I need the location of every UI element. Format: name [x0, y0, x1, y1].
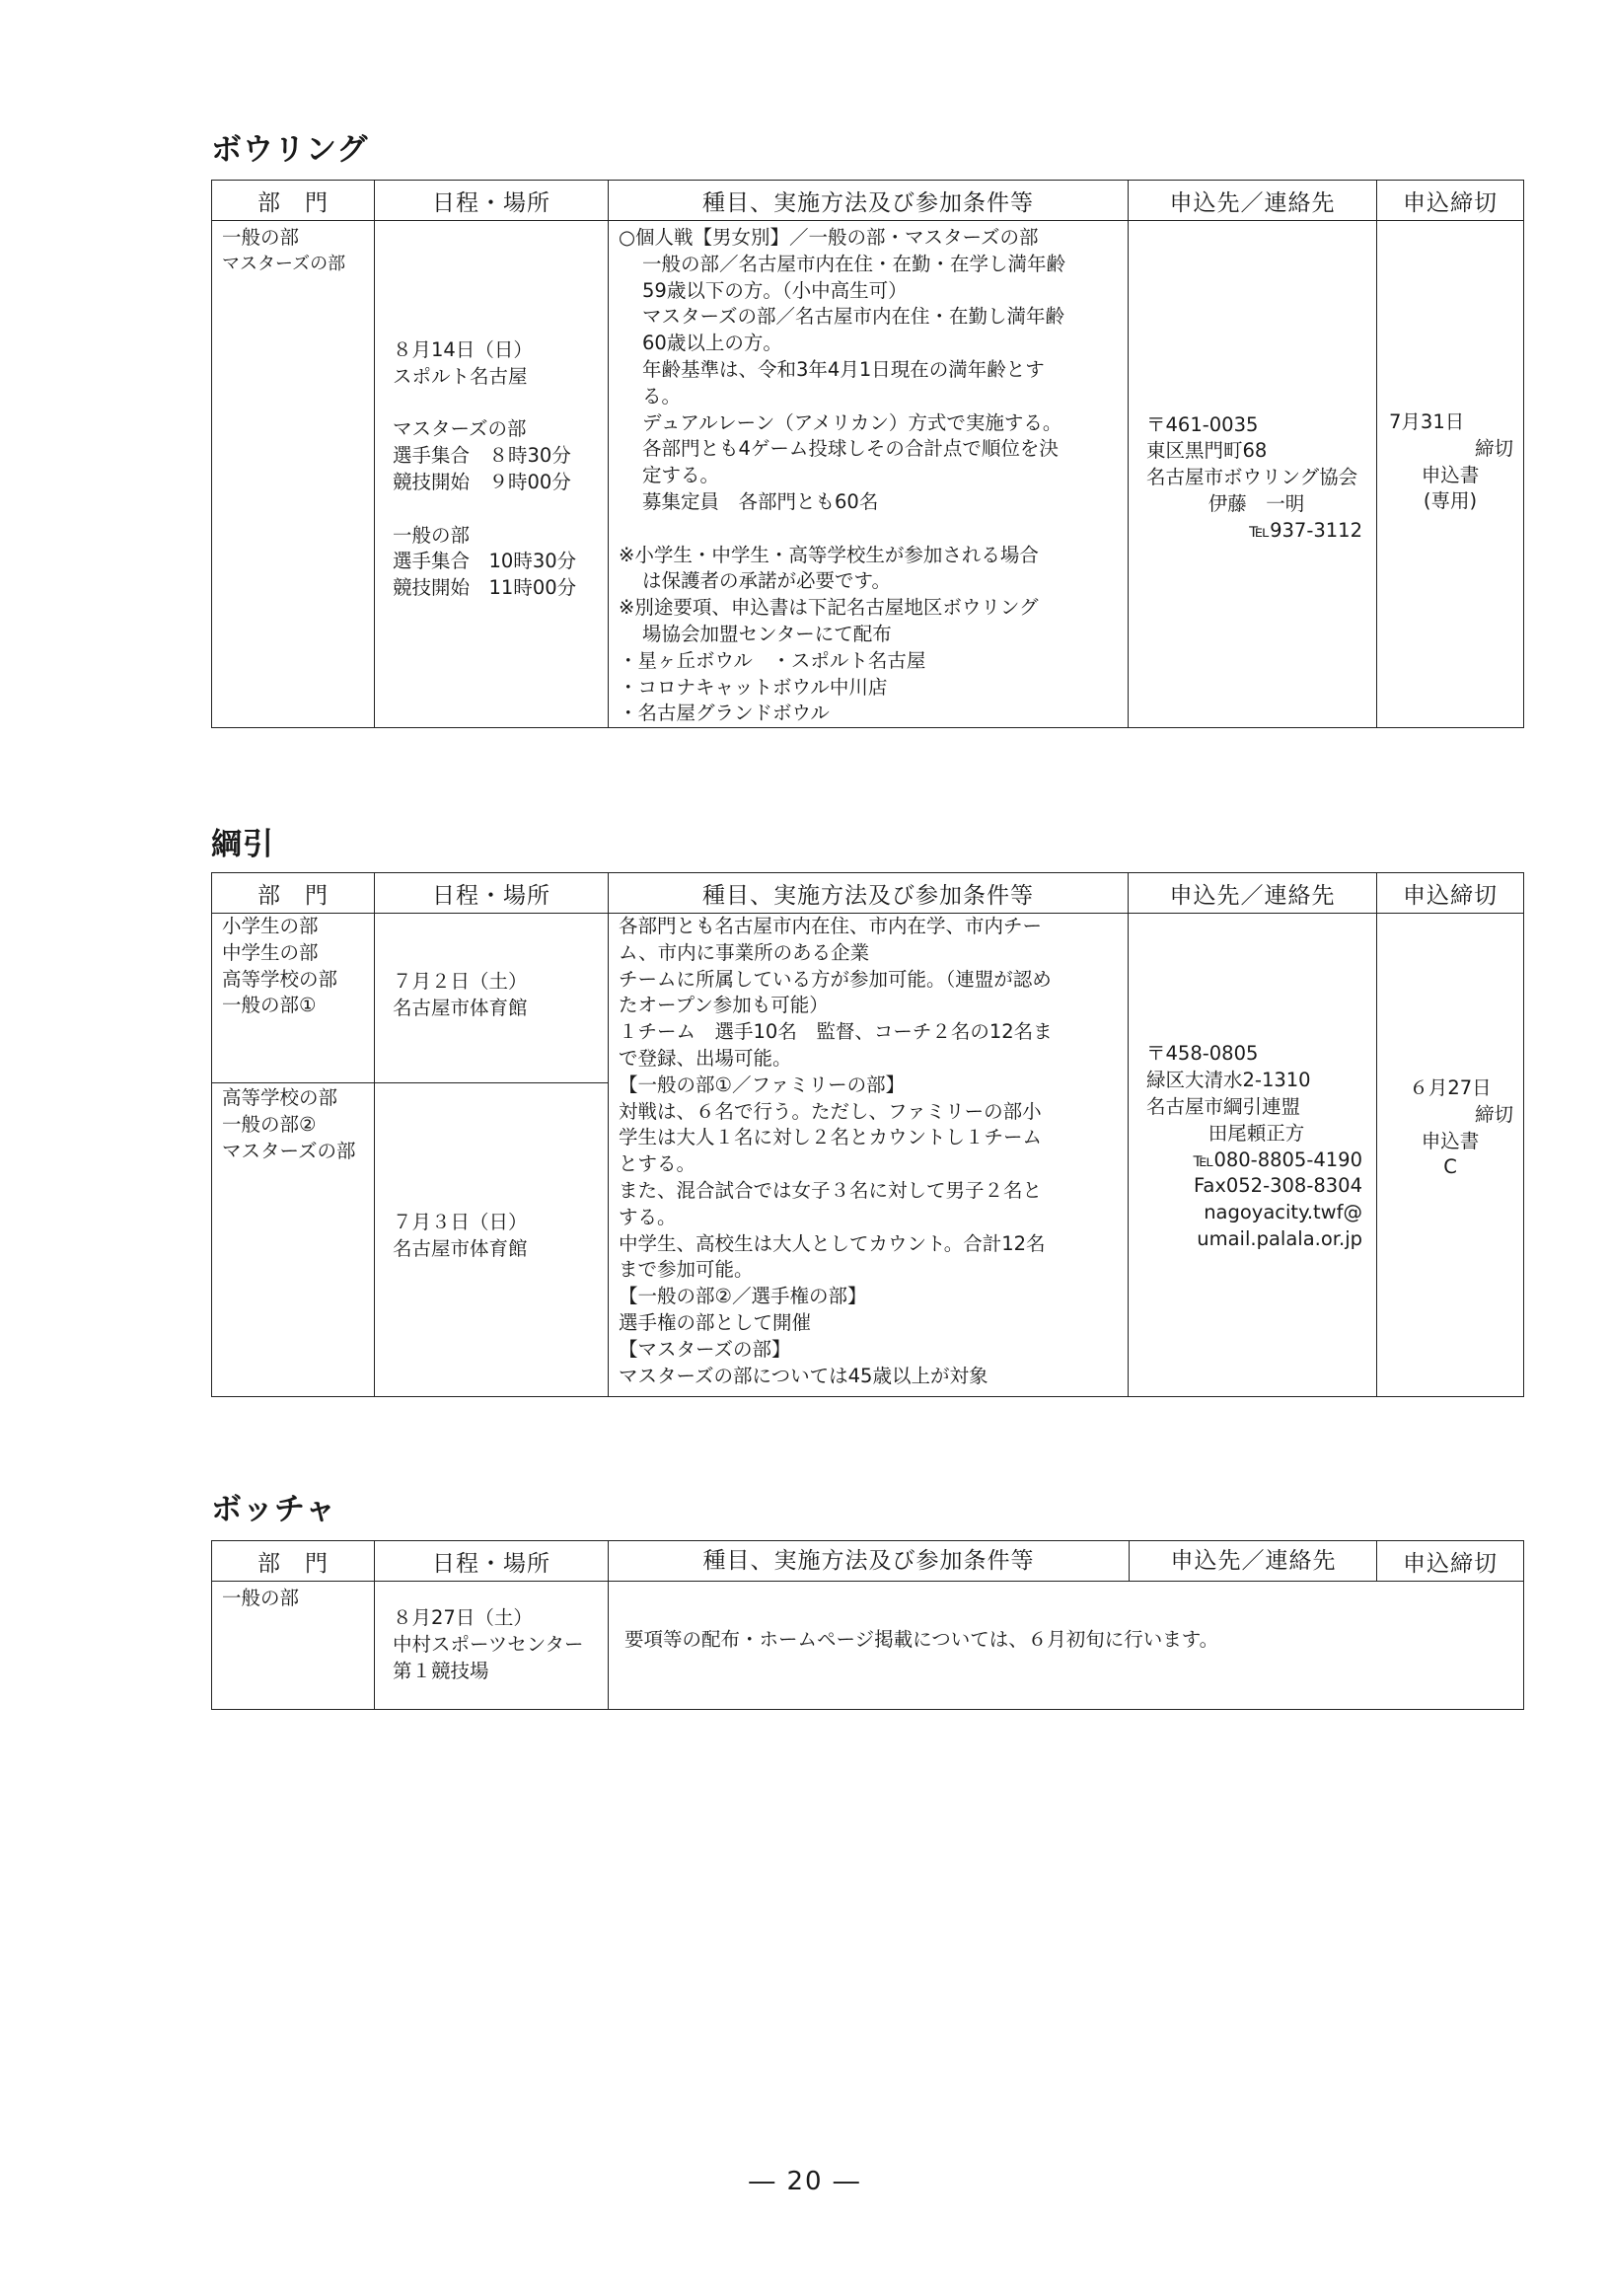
header-deadline: 申込締切 [1377, 873, 1524, 914]
schedule-line: 選手集合 ８時30分 [393, 444, 571, 468]
details-cell [609, 1582, 1524, 1710]
event-date: ８月14日（日） [393, 338, 533, 361]
details-line: 定する。 [642, 464, 720, 487]
details-line: 60歳以上の方。 [642, 332, 782, 355]
schedule-line: 競技開始 ９時00分 [393, 470, 571, 493]
details-line: する。 [619, 1205, 677, 1228]
schedule-cell [375, 1582, 609, 1710]
header-schedule: 日程・場所 [375, 873, 609, 914]
details-line: で登録、出場可能。 [619, 1046, 792, 1070]
header-details: 種目、実施方法及び参加条件等 [609, 181, 1129, 221]
contact-fax: Fax052-308-8304 [1193, 1174, 1362, 1198]
tsunahiki-title: 綱引 [211, 827, 274, 862]
details-line: 【一般の部①／ファミリーの部】 [619, 1073, 906, 1096]
contact-phone: ℡080-8805-4190 [1193, 1148, 1362, 1171]
division-cell [212, 914, 375, 1083]
schedule-cell [375, 221, 609, 728]
contact-address: 緑区大清水2-1310 [1146, 1069, 1311, 1092]
contact-email: nagoyacity.twf@ [1204, 1201, 1362, 1224]
deadline-note: (専用) [1423, 489, 1478, 513]
contact-org: 名古屋市ボウリング協会 [1146, 466, 1358, 489]
deadline-form: 申込書 [1421, 1129, 1480, 1152]
header-contact: 申込先／連絡先 [1129, 873, 1377, 914]
contact-person: 田尾頼正方 [1208, 1121, 1305, 1145]
deadline-date: 7月31日 [1389, 409, 1465, 433]
table-row [212, 221, 1524, 728]
details-line: まで参加可能。 [619, 1258, 754, 1282]
contact-postal: 〒461-0035 [1146, 412, 1259, 436]
details-line: とする。 [619, 1152, 696, 1176]
contact-person: 伊藤 一明 [1208, 491, 1305, 515]
details-line: 59歳以下の方。（小中高生可） [642, 278, 908, 302]
deadline-label: 締切 [1474, 1102, 1513, 1126]
deadline-cell [1377, 914, 1524, 1397]
table-header-row [212, 873, 1524, 914]
division-item: 一般の部② [222, 1112, 317, 1136]
deadline-date: ６月27日 [1409, 1075, 1492, 1099]
details-line: たオープン参加も可能） [619, 994, 829, 1017]
spacer [393, 391, 598, 417]
details-line: 場協会加盟センターにて配布 [642, 622, 892, 645]
details-line: ・コロナキャットボウル中川店 [619, 675, 888, 699]
division-item: 高等学校の部 [222, 967, 338, 991]
page-number: ― 20 ― [749, 2167, 861, 2196]
deadline-form: 申込書 [1421, 463, 1480, 486]
division-item: マスターズの部 [222, 253, 346, 274]
header-division: 部 門 [212, 1541, 375, 1582]
header-deadline: 申込締切 [1377, 1541, 1524, 1582]
deadline-note: C [1443, 1155, 1457, 1179]
details-line: また、混合試合では女子３名に対して男子２名と [619, 1178, 1043, 1202]
division-cell [212, 221, 375, 728]
event-date: ８月27日（土） [393, 1606, 533, 1629]
contact-email-domain: umail.palala.or.jp [1197, 1226, 1362, 1250]
division-item: 小学生の部 [222, 915, 319, 937]
header-contact: 申込先／連絡先 [1129, 1541, 1377, 1581]
details-line: チームに所属している方が参加可能。（連盟が認め [619, 967, 1052, 991]
details-line: る。 [642, 384, 682, 407]
details-cell [609, 914, 1129, 1397]
header-details: 種目、実施方法及び参加条件等 [609, 873, 1129, 914]
schedule-line: 選手集合 10時30分 [393, 550, 577, 573]
event-date: ７月３日（日） [393, 1211, 528, 1233]
details-line: 対戦は、６名で行う。ただし、ファミリーの部小 [619, 1099, 1042, 1123]
division-item: 一般の部① [222, 994, 317, 1017]
details-cell [609, 221, 1129, 728]
division-cell [212, 1083, 375, 1397]
table-row [212, 914, 1524, 1083]
schedule-cell [375, 1083, 609, 1397]
details-line: ・星ヶ丘ボウル ・スポルト名古屋 [619, 648, 926, 672]
contact-org: 名古屋市綱引連盟 [1146, 1094, 1301, 1118]
contact-postal: 〒458-0805 [1146, 1042, 1259, 1066]
details-line: 年齢基準は、令和3年4月1日現在の満年齢とす [642, 357, 1045, 381]
details-line: 中学生、高校生は大人としてカウント。合計12名 [619, 1231, 1046, 1255]
header-details-label: 種目、実施方法及び参加条件等 [702, 1548, 1035, 1574]
details-line: ・名古屋グランドボウル [619, 702, 830, 725]
tsunahiki-table [211, 872, 1524, 1397]
details-line: 【一般の部②／選手権の部】 [619, 1285, 867, 1308]
division-item: マスターズの部 [222, 1139, 356, 1162]
boccia-title: ボッチャ [211, 1492, 337, 1527]
details-line: 選手権の部として開催 [619, 1310, 812, 1334]
header-deadline: 申込締切 [1377, 181, 1524, 221]
event-venue: 名古屋市体育館 [393, 996, 528, 1019]
details-text: 要項等の配布・ホームページ掲載については、６月初旬に行います。 [624, 1628, 1219, 1651]
details-line: マスターズの部については45歳以上が対象 [619, 1364, 988, 1387]
division-item: 一般の部 [222, 226, 300, 249]
division-item: 高等学校の部 [222, 1086, 338, 1109]
schedule-line: 競技開始 11時00分 [393, 576, 577, 600]
details-line: 【マスターズの部】 [619, 1337, 791, 1361]
details-line: 学生は大人１名に対し２名とカウントし１チーム [619, 1126, 1043, 1149]
schedule-line: マスターズの部 [393, 417, 527, 441]
table-header-row [212, 181, 1524, 221]
spacer [393, 496, 598, 523]
table-header-row [212, 1541, 1524, 1582]
schedule-cell [375, 914, 609, 1083]
details-line: ※小学生・中学生・高等学校生が参加される場合 [619, 543, 1039, 566]
bowling-table [211, 180, 1524, 728]
boccia-table [211, 1540, 1524, 1710]
details-line: ム、市内に事業所のある企業 [619, 940, 870, 964]
division-cell [212, 1582, 375, 1710]
details-line: 一般の部／名古屋市内在住・在勤・在学し満年齢 [642, 252, 1066, 275]
schedule-line: 一般の部 [393, 523, 471, 547]
contact-cell [1129, 221, 1377, 728]
header-division: 部 門 [212, 181, 375, 221]
division-item: 一般の部 [222, 1587, 300, 1609]
deadline-label: 締切 [1474, 436, 1513, 460]
details-line: デュアルレーン（アメリカン）方式で実施する。 [642, 410, 1062, 434]
event-venue: スポルト名古屋 [393, 364, 528, 388]
contact-phone: ℡937-3112 [1249, 518, 1362, 542]
table-row [212, 1582, 1524, 1710]
header-schedule: 日程・場所 [375, 1541, 609, 1582]
contact-cell [1129, 914, 1377, 1397]
details-line: １チーム 選手10名 監督、コーチ２名の12名ま [619, 1020, 1053, 1044]
details-line: 各部門とも4ゲーム投球しその合計点で順位を決 [642, 437, 1059, 461]
header-contact: 申込先／連絡先 [1129, 181, 1377, 221]
event-venue: 中村スポーツセンター [393, 1632, 584, 1656]
details-line: は保護者の承諾が必要です。 [642, 569, 891, 593]
details-line: 各部門とも名古屋市内在住、市内在学、市内チー [619, 915, 1043, 937]
header-details [609, 1541, 1377, 1582]
event-venue: 名古屋市体育館 [393, 1236, 528, 1260]
event-venue-field: 第１競技場 [393, 1659, 489, 1682]
bowling-title: ボウリング [211, 132, 369, 168]
details-line [619, 516, 1118, 543]
details-line: マスターズの部／名古屋市内在住・在勤し満年齢 [642, 305, 1065, 329]
deadline-cell [1377, 221, 1524, 728]
details-line: 募集定員 各部門とも60名 [642, 489, 879, 513]
header-schedule: 日程・場所 [375, 181, 609, 221]
details-line: ※別途要項、申込書は下記名古屋地区ボウリング [619, 596, 1039, 620]
event-date: ７月２日（土） [393, 970, 528, 993]
header-division: 部 門 [212, 873, 375, 914]
contact-address: 東区黒門町68 [1146, 439, 1268, 463]
division-item: 中学生の部 [222, 940, 319, 964]
details-line: ○個人戦【男女別】／一般の部・マスターズの部 [619, 226, 1039, 249]
